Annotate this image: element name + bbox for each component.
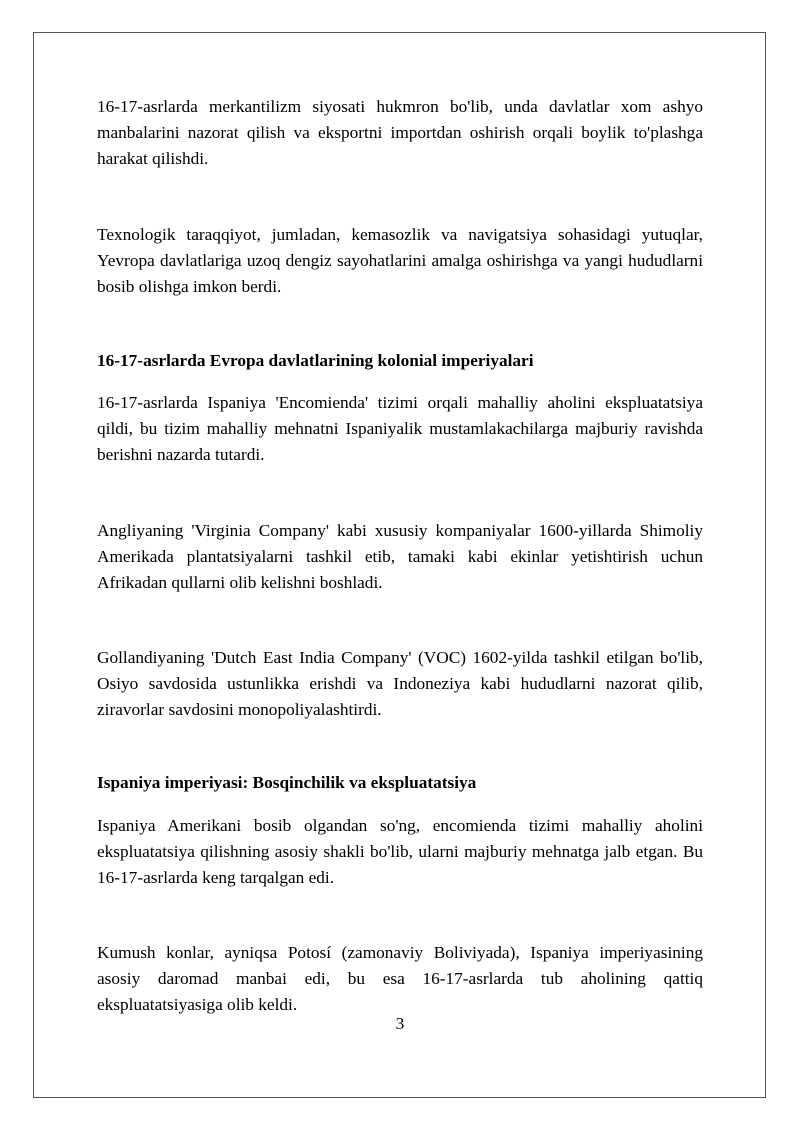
paragraph-mercantilism: 16-17-asrlarda merkantilizm siyosati hukmron bo'lib, unda davlatlar xom ashyo manbalarini nazorat qilish va eksportni importdan oshirish orqali boylik to'plashga harakat qilishdi. [97,97,703,168]
section-heading-spanish-empire: Ispaniya imperiyasi: Bosqinchilik va ekspluatatsiya [97,773,477,792]
paragraph-virginia-company: Angliyaning 'Virginia Company' kabi xususiy kompaniyalar 1600-yillarda Shimoliy Amerikada plantatsiyalarni tashkil etib, tamaki kabi ekinlar yetishtirish uchun Afrikadan qullarni olib kelishni boshladi. [97,521,703,592]
page-number: 3 [395,1014,405,1033]
paragraph-dutch-east-india: Gollandiyaning 'Dutch East India Company' (VOC) 1602-yilda tashkil etilgan bo'lib, Osiyo savdosida ustunlikka erishdi va Indoneziya kabi hududlarni nazorat qilib, ziravorlar savdosini monopoliyalashtirdi. [97,648,703,719]
page-content [97,94,703,1018]
paragraph-technology: Texnologik taraqqiyot, jumladan, kemasozlik va navigatsiya sohasidagi yutuqlar, Yevropa davlatlariga uzoq dengiz sayohatlarini amalga oshirishga va yangi hududlarni bosib olishga imkon berdi. [97,225,703,296]
paragraph-spanish-conquest: Ispaniya Amerikani bosib olgandan so'ng, encomienda tizimi mahalliy aholini ekspluatatsiya qilishning asosiy shakli bo'lib, ularni majburiy mehnatga jalb etgan. Bu 16-17-asrlarda keng tarqalgan edi. [97,816,703,887]
paragraph-encomienda: 16-17-asrlarda Ispaniya 'Encomienda' tizimi orqali mahalliy aholini ekspluatatsiya qildi, bu tizim mahalliy mehnatni Ispaniyalik mustamlakachilarga majburiy ravishda berishni nazarda tutardi. [97,393,703,464]
paragraph-silver-mines: Kumush konlar, ayniqsa Potosí (zamonaviy Boliviyada), Ispaniya imperiyasining asosiy daromad manbai edi, bu esa 16-17-asrlarda tub aholining qattiq ekspluatatsiyasiga olib keldi. [97,943,703,1014]
section-heading-colonial-empires: 16-17-asrlarda Evropa davlatlarining kolonial imperiyalari [97,351,534,370]
